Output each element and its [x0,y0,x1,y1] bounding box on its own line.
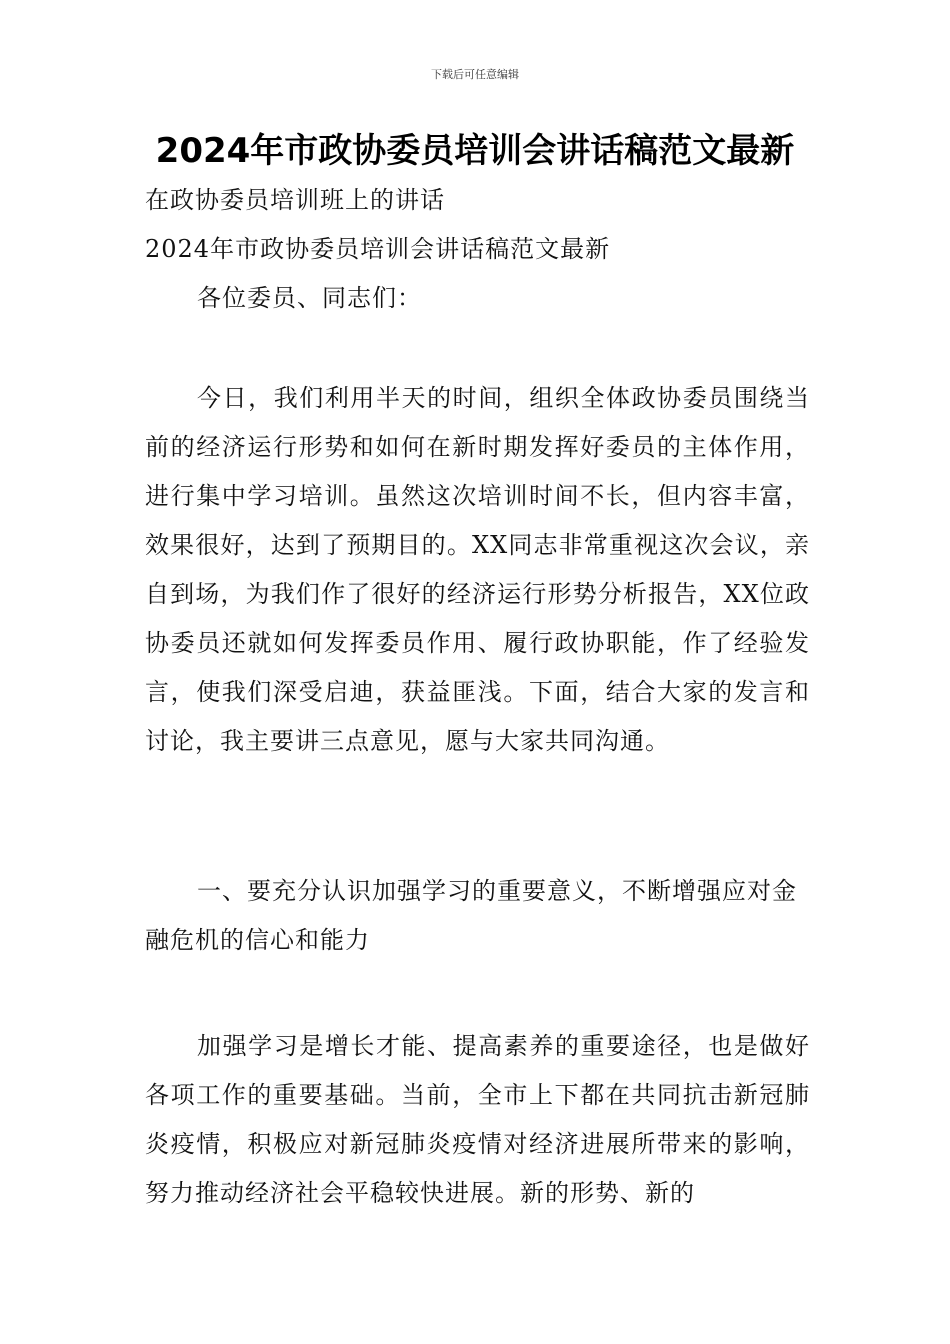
paragraph-section-1: 加强学习是增长才能、提高素养的重要途径，也是做好各项工作的重要基础。当前，全市上下都在共同抗击新冠肺炎疫情，积极应对新冠肺炎疫情对经济进展所带来的影响，努力推动经济社会平稳较快进展。新的形势、新的 [145,1032,810,1207]
subtitle-repeat-title: 2024年市政协委员培训会讲话稿范文最新 [145,235,611,263]
document-title: 2024年市政协委员培训会讲话稿范文最新 [155,131,795,171]
paragraph-intro: 今日，我们利用半天的时间，组织全体政协委员围绕当前的经济运行形势和如何在新时期发挥好委员的主体作用，进行集中学习培训。虽然这次培训时间不长，但内容丰富，效果很好，达到了预期目的。XX同志非常重视这次会议，亲自到场，为我们作了很好的经济运行形势分析报告，XX位政协委员还就如何发挥委员作用、履行政协职能，作了经验发言，使我们深受启迪，获益匪浅。下面，结合大家的发言和讨论，我主要讲三点意见，愿与大家共同沟通。 [145,384,810,755]
subtitle-speech-occasion: 在政协委员培训班上的讲话 [145,186,445,214]
header-note: 下载后可任意编辑 [431,68,519,81]
section-heading-1: 一、要充分认识加强学习的重要意义，不断增强应对金融危机的信心和能力 [145,877,797,954]
greeting: 各位委员、同志们： [197,284,422,312]
